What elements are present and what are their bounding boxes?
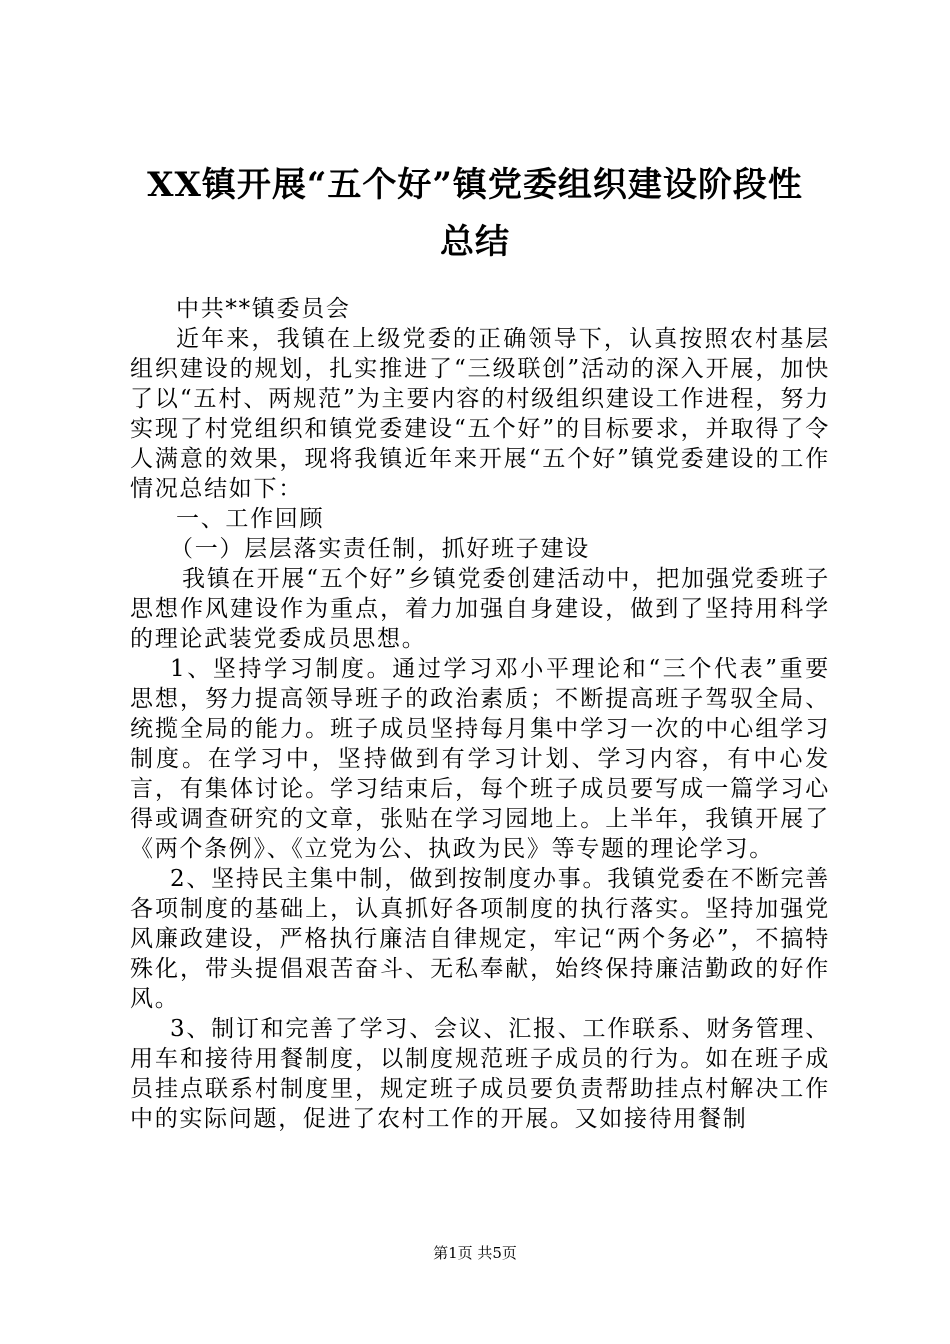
page-footer <box>0 1243 950 1263</box>
document-body <box>130 294 830 1134</box>
page-number-label: 第1页 共5页 <box>433 1244 517 1262</box>
body-paragraph: 我镇在开展“五个好”乡镇党委创建活动中，把加强党委班子思想作风建设作为重点，着力加强自身建设，做到了坚持用科学的理论武装党委成员思想。 <box>130 566 830 652</box>
body-paragraph: 3、制订和完善了学习、会议、汇报、工作联系、财务管理、用车和接待用餐制度，以制度规范班子成员的行为。如在班子成员挂点联系村制度里，规定班子成员要负责帮助挂点村解决工作中的实际问题，促进了农村工作的开展。又如接待用餐制 <box>130 1016 830 1132</box>
issuer-line: 中共**镇委员会 <box>176 296 351 322</box>
document-title-line-2: 总结 <box>440 222 510 262</box>
subsection-heading: （一）层层落实责任制，抓好班子建设 <box>170 536 590 562</box>
body-paragraph: 1、坚持学习制度。通过学习邓小平理论和“三个代表”重要思想，努力提高领导班子的政治素质；不断提高班子驾驭全局、统揽全局的能力。班子成员坚持每月集中学习一次的中心组学习制度。在学习中，坚持做到有学习计划、学习内容，有中心发言，有集体讨论。学习结束后，每个班子成员要写成一篇学习心得或调查研究的文章，张贴在学习园地上。上半年，我镇开展了《两个条例》、《立党为公、执政为民》等专题的理论学习。 <box>130 656 830 862</box>
body-paragraph: 2、坚持民主集中制，做到按制度办事。我镇党委在不断完善各项制度的基础上，认真抓好各项制度的执行落实。坚持加强党风廉政建设，严格执行廉洁自律规定，牢记“两个务必”，不搞特殊化，带头提倡艰苦奋斗、无私奉献，始终保持廉洁勤政的好作风。 <box>130 866 830 1012</box>
document-title-line-1: XX镇开展“五个好”镇党委组织建设阶段性 <box>147 165 803 205</box>
section-heading: 一、工作回顾 <box>176 506 325 532</box>
intro-paragraph: 近年来，我镇在上级党委的正确领导下，认真按照农村基层组织建设的规划，扎实推进了“三级联创”活动的深入开展，加快了以“五村、两规范”为主要内容的村级组织建设工作进程，努力实现了村党组织和镇党委建设“五个好”的目标要求，并取得了令人满意的效果，现将我镇近年来开展“五个好”镇党委建设的工作情况总结如下： <box>130 326 830 502</box>
